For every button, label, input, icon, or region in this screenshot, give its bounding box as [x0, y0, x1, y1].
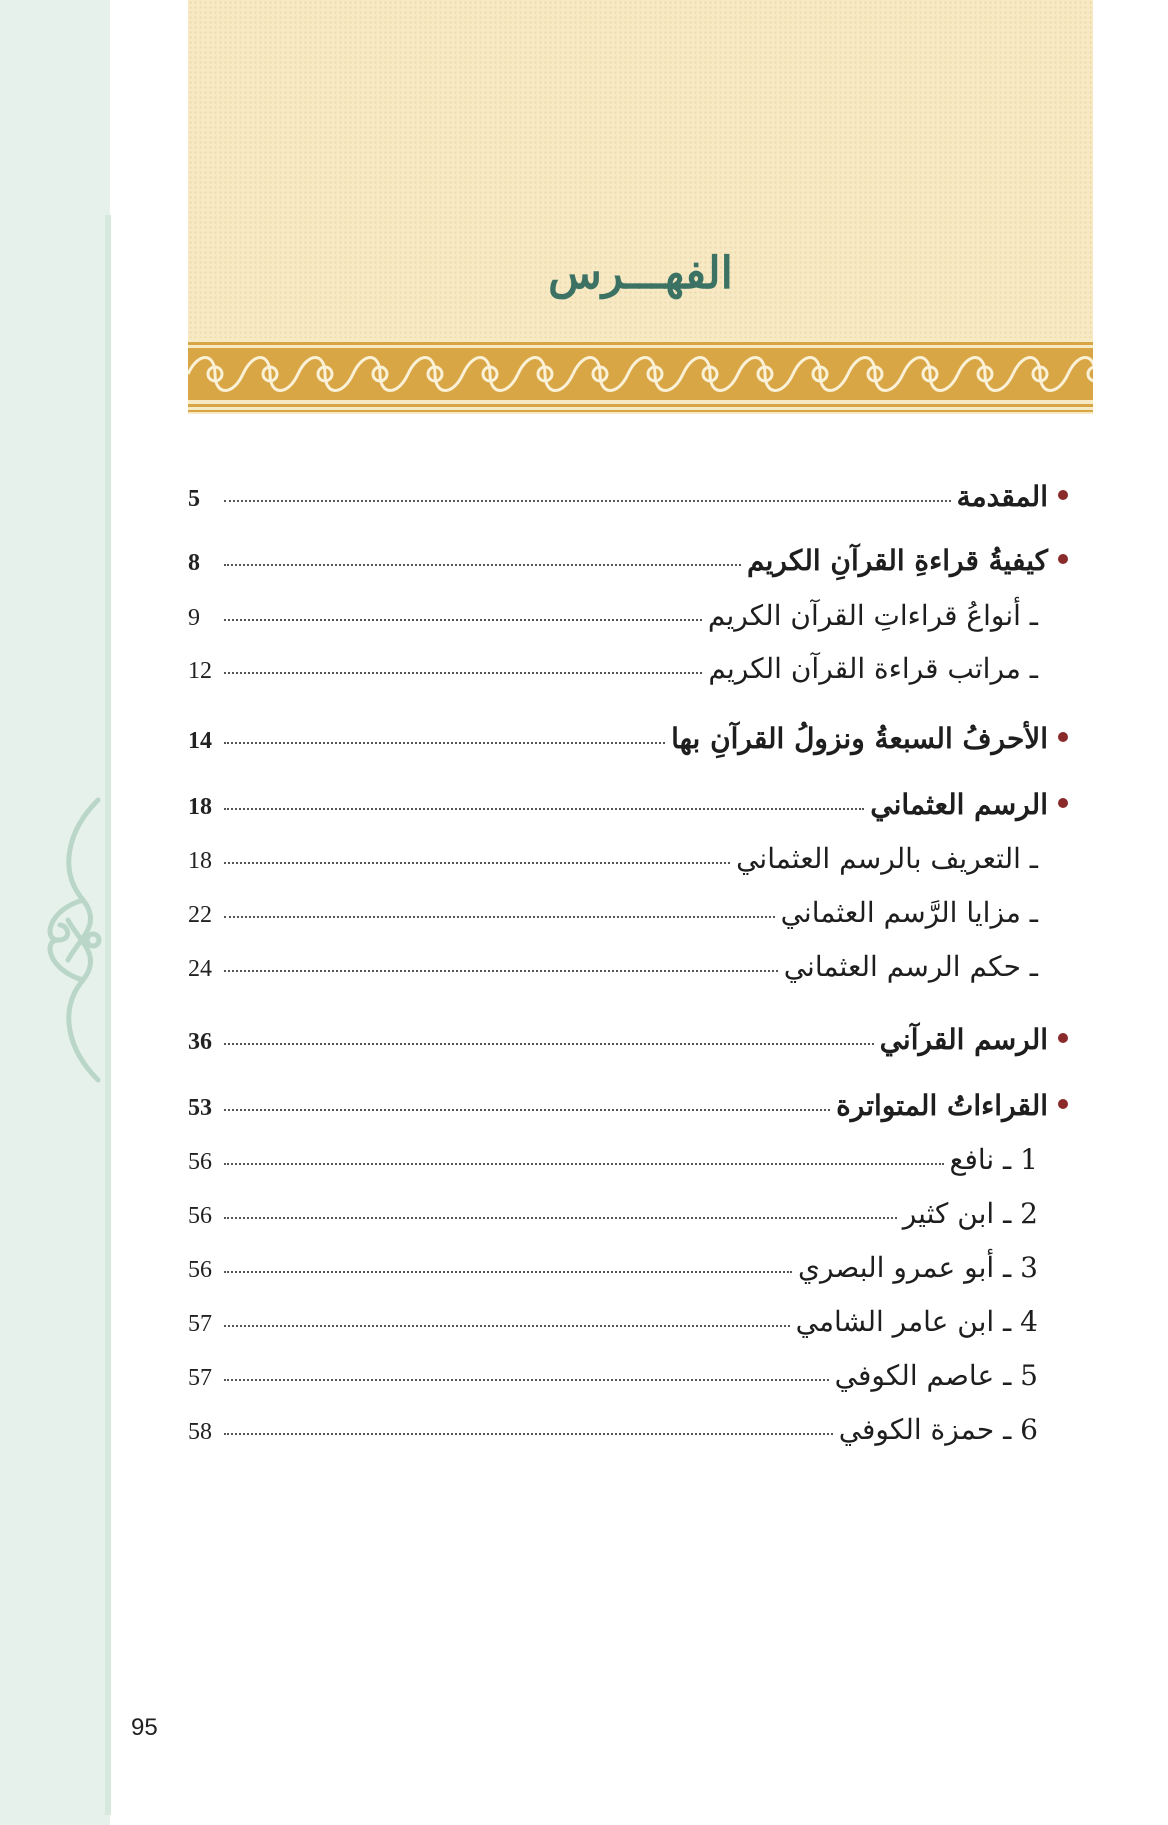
toc-entry-page: 56	[188, 1257, 212, 1283]
toc-entry-page: 9	[188, 605, 200, 631]
toc-entry-page: 8	[188, 550, 200, 576]
dot-leader	[224, 742, 665, 744]
toc-entry-page: 12	[188, 658, 212, 684]
dot-leader	[224, 970, 778, 972]
dot-leader	[224, 916, 775, 918]
dot-leader	[224, 1163, 944, 1165]
toc-entry[interactable]	[188, 722, 1068, 774]
toc-entry-page: 56	[188, 1203, 212, 1229]
toc-entry[interactable]	[188, 1143, 1068, 1195]
bullet-icon	[1058, 1099, 1068, 1109]
dot-leader	[224, 808, 864, 810]
toc-entry-page: 18	[188, 794, 212, 820]
dot-leader	[224, 500, 951, 502]
toc-entry[interactable]	[188, 599, 1068, 651]
toc-entry-label: 3 ـ أبو عمرو البصري	[798, 1251, 1038, 1284]
dot-leader	[224, 619, 702, 621]
dot-leader	[224, 1379, 829, 1381]
toc-entry[interactable]	[188, 480, 1068, 532]
dot-leader	[224, 564, 741, 566]
toc-entry[interactable]	[188, 1023, 1068, 1075]
toc-entry-page: 24	[188, 956, 212, 982]
toc-entry[interactable]	[188, 896, 1068, 948]
toc-entry-page: 53	[188, 1095, 212, 1121]
toc-entry[interactable]	[188, 1197, 1068, 1249]
bullet-icon	[1058, 798, 1068, 808]
toc-entry-label: 5 ـ عاصم الكوفي	[834, 1359, 1038, 1392]
toc-entry-page: 18	[188, 848, 212, 874]
toc-entry-label: الرسم العثماني	[870, 788, 1048, 821]
toc-entry[interactable]	[188, 950, 1068, 1002]
ornamental-band	[188, 338, 1093, 414]
toc-entry[interactable]	[188, 1089, 1068, 1141]
bullet-icon	[1058, 554, 1068, 564]
dot-leader	[224, 1271, 792, 1273]
bullet-icon	[1058, 732, 1068, 742]
toc-entry-label: كيفيةُ قراءةِ القرآنِ الكريم	[746, 544, 1048, 577]
toc-entry-page: 57	[188, 1311, 212, 1337]
toc-entry-page: 22	[188, 902, 212, 928]
toc-entry-page: 58	[188, 1419, 212, 1445]
toc-entry-page: 36	[188, 1029, 212, 1055]
dot-leader	[224, 1217, 897, 1219]
toc-entry-label: ـ أنواعُ قراءاتِ القرآن الكريم	[707, 599, 1038, 632]
toc-entry-label: 2 ـ ابن كثير	[902, 1197, 1038, 1230]
toc-entry[interactable]	[188, 1251, 1068, 1303]
toc-entry-label: ـ مزايا الرَّسم العثماني	[780, 896, 1038, 929]
toc-entry-page: 56	[188, 1149, 212, 1175]
toc-entry-label: الرسم القرآني	[879, 1023, 1048, 1056]
toc-entry[interactable]	[188, 1413, 1068, 1465]
dot-leader	[224, 672, 702, 674]
toc-entry[interactable]	[188, 544, 1068, 596]
toc-entry-label: 1 ـ نافع	[949, 1143, 1038, 1176]
dot-leader	[224, 1325, 790, 1327]
toc-entry-page: 5	[188, 486, 200, 512]
toc-entry-label: 6 ـ حمزة الكوفي	[838, 1413, 1038, 1446]
toc-entry-page: 14	[188, 728, 212, 754]
toc-entry-label: 4 ـ ابن عامر الشامي	[795, 1305, 1038, 1338]
page-title: الفهـــرس	[548, 248, 733, 299]
dot-leader	[224, 1433, 833, 1435]
page-number: 95	[131, 1714, 158, 1741]
toc-entry-label: ـ حكم الرسم العثماني	[783, 950, 1038, 983]
bullet-icon	[1058, 490, 1068, 500]
toc-entry-label: القراءاتُ المتواترة	[836, 1089, 1048, 1122]
toc-entry[interactable]	[188, 842, 1068, 894]
toc-entry-page: 57	[188, 1365, 212, 1391]
toc-entry-label: ـ التعريف بالرسم العثماني	[736, 842, 1038, 875]
dot-leader	[224, 1043, 874, 1045]
toc-entry[interactable]	[188, 788, 1068, 840]
toc-entry[interactable]	[188, 1359, 1068, 1411]
toc-entry-label: الأحرفُ السبعةُ ونزولُ القرآنِ بها	[671, 722, 1048, 755]
toc-entry-label: ـ مراتب قراءة القرآن الكريم	[708, 652, 1038, 685]
floral-ornament-icon	[38, 790, 108, 1090]
bullet-icon	[1058, 1033, 1068, 1043]
toc-entry[interactable]	[188, 1305, 1068, 1357]
dot-leader	[224, 862, 730, 864]
toc-entry-label: المقدمة	[956, 480, 1048, 513]
toc-entry[interactable]	[188, 652, 1068, 704]
dot-leader	[224, 1109, 830, 1111]
